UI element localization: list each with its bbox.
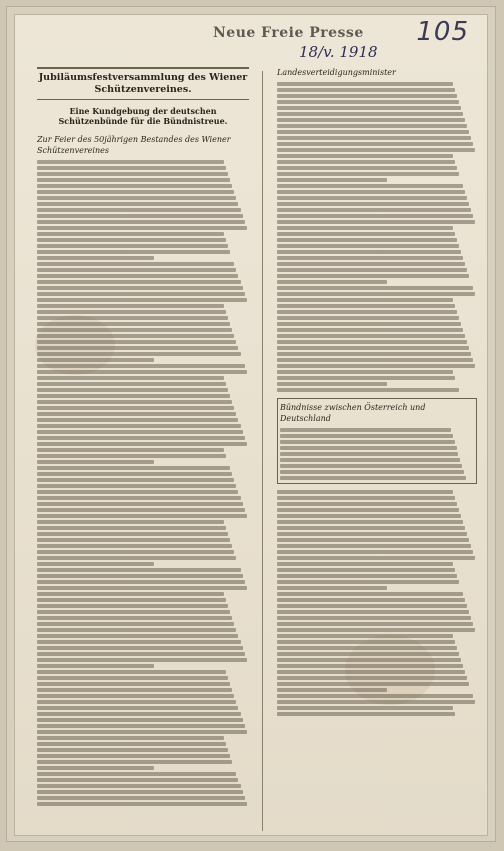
text-line-placeholder (277, 202, 469, 206)
text-line-placeholder (37, 736, 224, 740)
text-line-placeholder (277, 514, 461, 518)
text-line-placeholder (277, 154, 453, 158)
text-line-placeholder (277, 562, 453, 566)
text-line-placeholder (277, 136, 471, 140)
text-line-placeholder (277, 148, 475, 152)
text-line-placeholder (277, 538, 469, 542)
text-line-placeholder (277, 670, 465, 674)
newspaper-clipping (14, 14, 488, 836)
text-line-placeholder (277, 544, 471, 548)
article-subheadline: Eine Kundgebung der deutschen Schützenbünde für die Bündnistreue. (58, 106, 228, 126)
text-line-placeholder (37, 382, 226, 386)
text-line-placeholder (37, 526, 226, 530)
text-line-placeholder (37, 586, 247, 590)
text-line-placeholder (37, 622, 234, 626)
text-line-placeholder (37, 688, 232, 692)
text-line-placeholder (277, 94, 457, 98)
text-line-placeholder (37, 346, 238, 350)
text-line-placeholder (37, 322, 230, 326)
text-line-placeholder (277, 550, 473, 554)
text-line-placeholder (37, 304, 224, 308)
text-line-placeholder (37, 472, 232, 476)
text-line-placeholder (37, 364, 245, 368)
text-line-placeholder (37, 280, 241, 284)
text-line-placeholder (277, 682, 469, 686)
text-line-placeholder (37, 466, 230, 470)
text-line-placeholder (277, 640, 455, 644)
text-line-placeholder (37, 496, 241, 500)
text-line-placeholder (277, 304, 455, 308)
text-line-placeholder (37, 748, 228, 752)
text-line-placeholder (277, 328, 463, 332)
text-line-placeholder (37, 340, 236, 344)
text-line-placeholder (277, 280, 387, 284)
text-line-placeholder (277, 124, 467, 128)
text-line-placeholder (277, 346, 469, 350)
text-line-placeholder (277, 688, 387, 692)
text-line-placeholder (277, 226, 453, 230)
text-line-placeholder (277, 580, 459, 584)
left-column (37, 67, 249, 817)
text-line-placeholder (37, 262, 234, 266)
text-line-placeholder (37, 454, 226, 458)
text-line-placeholder (37, 172, 228, 176)
text-line-placeholder (37, 790, 243, 794)
text-line-placeholder (37, 610, 230, 614)
text-line-placeholder (37, 700, 236, 704)
text-line-placeholder (277, 244, 459, 248)
text-line-placeholder (277, 142, 473, 146)
text-line-placeholder (37, 532, 228, 536)
text-line-placeholder (37, 244, 228, 248)
text-line-placeholder (277, 370, 453, 374)
text-line-placeholder (37, 298, 247, 302)
text-line-placeholder (37, 544, 232, 548)
text-line-placeholder (277, 292, 475, 296)
text-line-placeholder (277, 610, 469, 614)
text-line-placeholder (37, 250, 230, 254)
text-line-placeholder (277, 628, 475, 632)
text-line-placeholder (277, 382, 387, 386)
text-line-placeholder (280, 452, 458, 456)
text-line-placeholder (37, 682, 230, 686)
text-line-placeholder (37, 730, 247, 734)
text-line-placeholder (37, 580, 245, 584)
text-line-placeholder (280, 428, 451, 432)
text-line-placeholder (277, 364, 475, 368)
text-line-placeholder (37, 742, 226, 746)
text-line-placeholder (277, 208, 471, 212)
text-line-placeholder (37, 178, 230, 182)
text-line-placeholder (37, 352, 241, 356)
text-line-placeholder (37, 616, 232, 620)
text-line-placeholder (37, 724, 245, 728)
text-line-placeholder (37, 718, 243, 722)
text-line-placeholder (37, 370, 247, 374)
illegible-text-block (37, 160, 249, 806)
text-line-placeholder (37, 406, 234, 410)
illegible-text-block (280, 428, 474, 480)
text-line-placeholder (277, 592, 463, 596)
text-line-placeholder (37, 196, 236, 200)
text-line-placeholder (37, 712, 241, 716)
text-line-placeholder (37, 436, 245, 440)
text-line-placeholder (277, 268, 467, 272)
text-line-placeholder (277, 310, 457, 314)
text-line-placeholder (280, 434, 453, 438)
text-line-placeholder (277, 172, 459, 176)
text-line-placeholder (37, 550, 234, 554)
text-line-placeholder (37, 394, 230, 398)
text-line-placeholder (37, 754, 230, 758)
text-line-placeholder (37, 664, 154, 668)
illegible-text-block (277, 490, 477, 716)
text-line-placeholder (37, 220, 245, 224)
boxed-paragraph (277, 398, 477, 484)
text-line-placeholder (37, 190, 234, 194)
text-line-placeholder (277, 160, 455, 164)
text-line-placeholder (37, 286, 243, 290)
text-line-placeholder (280, 470, 464, 474)
text-line-placeholder (277, 178, 387, 182)
text-line-placeholder (37, 226, 247, 230)
text-line-placeholder (37, 802, 247, 806)
text-line-placeholder (277, 166, 457, 170)
boxed-paragraph-lead: Bündnisse zwischen Österreich und Deutschland (280, 403, 426, 423)
archive-number: 105 (416, 17, 469, 47)
text-line-placeholder (277, 490, 453, 494)
text-line-placeholder (277, 82, 453, 86)
text-line-placeholder (37, 214, 243, 218)
text-line-placeholder (37, 430, 243, 434)
text-line-placeholder (277, 220, 475, 224)
right-column (277, 67, 477, 817)
text-line-placeholder (37, 676, 228, 680)
text-line-placeholder (277, 496, 455, 500)
text-line-placeholder (277, 358, 473, 362)
text-line-placeholder (37, 628, 236, 632)
text-line-placeholder (37, 484, 236, 488)
column-divider (262, 71, 263, 831)
article-lead: Zur Feier des 50jährigen Bestandes des Wiener Schützenvereines (37, 135, 231, 155)
text-line-placeholder (277, 184, 463, 188)
text-line-placeholder (37, 256, 154, 260)
text-line-placeholder (37, 592, 224, 596)
text-line-placeholder (280, 476, 466, 480)
text-line-placeholder (277, 376, 455, 380)
text-line-placeholder (37, 268, 236, 272)
text-line-placeholder (37, 706, 238, 710)
text-line-placeholder (277, 526, 465, 530)
text-line-placeholder (37, 376, 224, 380)
text-line-placeholder (37, 478, 234, 482)
text-line-placeholder (37, 634, 238, 638)
text-line-placeholder (277, 616, 471, 620)
text-line-placeholder (277, 658, 461, 662)
text-line-placeholder (277, 130, 469, 134)
text-line-placeholder (37, 424, 241, 428)
text-line-placeholder (277, 100, 459, 104)
text-line-placeholder (277, 352, 471, 356)
text-line-placeholder (37, 412, 236, 416)
text-line-placeholder (37, 358, 154, 362)
text-line-placeholder (37, 556, 236, 560)
text-line-placeholder (37, 646, 243, 650)
text-line-placeholder (277, 334, 465, 338)
text-line-placeholder (37, 604, 228, 608)
text-line-placeholder (277, 634, 453, 638)
text-line-placeholder (277, 556, 475, 560)
text-line-placeholder (277, 88, 455, 92)
text-line-placeholder (37, 400, 232, 404)
text-line-placeholder (277, 262, 465, 266)
text-line-placeholder (277, 604, 467, 608)
text-line-placeholder (277, 508, 459, 512)
text-line-placeholder (37, 694, 234, 698)
text-line-placeholder (277, 274, 469, 278)
article-headline: Jubiläumsfestversammlung des Wiener Schützenvereines. (37, 67, 249, 100)
text-line-placeholder (37, 238, 226, 242)
text-line-placeholder (277, 646, 457, 650)
text-line-placeholder (277, 238, 457, 242)
text-line-placeholder (37, 538, 230, 542)
text-line-placeholder (277, 694, 473, 698)
text-line-placeholder (277, 106, 461, 110)
text-line-placeholder (37, 202, 238, 206)
text-line-placeholder (37, 784, 241, 788)
text-line-placeholder (37, 160, 224, 164)
text-line-placeholder (37, 772, 236, 776)
text-line-placeholder (277, 232, 455, 236)
text-line-placeholder (37, 418, 238, 422)
text-line-placeholder (37, 562, 154, 566)
newspaper-name: Neue Freie Presse (213, 25, 364, 41)
text-line-placeholder (280, 440, 455, 444)
text-line-placeholder (37, 334, 234, 338)
text-line-placeholder (277, 598, 465, 602)
text-line-placeholder (37, 310, 226, 314)
text-line-placeholder (37, 652, 245, 656)
text-line-placeholder (277, 190, 465, 194)
text-line-placeholder (37, 508, 245, 512)
clipping-date: 18/v. 1918 (299, 43, 378, 61)
text-line-placeholder (37, 274, 238, 278)
text-line-placeholder (277, 700, 475, 704)
text-line-placeholder (277, 214, 473, 218)
text-line-placeholder (277, 706, 453, 710)
text-line-placeholder (277, 196, 467, 200)
text-line-placeholder (37, 316, 228, 320)
text-line-placeholder (277, 340, 467, 344)
text-line-placeholder (277, 118, 465, 122)
text-line-placeholder (37, 166, 226, 170)
text-line-placeholder (280, 464, 462, 468)
text-line-placeholder (277, 502, 457, 506)
text-line-placeholder (37, 796, 245, 800)
text-line-placeholder (37, 574, 243, 578)
text-line-placeholder (277, 664, 463, 668)
text-line-placeholder (280, 446, 457, 450)
text-line-placeholder (37, 328, 232, 332)
text-line-placeholder (277, 622, 473, 626)
text-line-placeholder (37, 640, 241, 644)
text-line-placeholder (37, 658, 247, 662)
text-line-placeholder (37, 460, 154, 464)
text-line-placeholder (37, 760, 232, 764)
text-line-placeholder (37, 388, 228, 392)
text-line-placeholder (37, 448, 224, 452)
text-line-placeholder (277, 586, 387, 590)
right-column-lead: Landesverteidigungsminister (277, 68, 396, 77)
text-line-placeholder (37, 442, 247, 446)
text-line-placeholder (277, 676, 467, 680)
illegible-text-block (277, 82, 477, 392)
text-line-placeholder (277, 316, 459, 320)
text-line-placeholder (277, 652, 459, 656)
text-line-placeholder (37, 778, 238, 782)
text-line-placeholder (37, 184, 232, 188)
text-line-placeholder (277, 322, 461, 326)
text-line-placeholder (277, 520, 463, 524)
text-line-placeholder (37, 514, 247, 518)
text-line-placeholder (37, 232, 224, 236)
text-line-placeholder (37, 208, 241, 212)
text-line-placeholder (277, 250, 461, 254)
text-line-placeholder (37, 490, 238, 494)
text-line-placeholder (277, 532, 467, 536)
text-line-placeholder (277, 256, 463, 260)
text-line-placeholder (277, 712, 455, 716)
text-line-placeholder (280, 458, 460, 462)
text-line-placeholder (37, 502, 243, 506)
text-line-placeholder (277, 568, 455, 572)
text-line-placeholder (37, 766, 154, 770)
text-line-placeholder (277, 298, 453, 302)
text-line-placeholder (37, 520, 224, 524)
text-line-placeholder (277, 388, 459, 392)
text-line-placeholder (277, 574, 457, 578)
text-line-placeholder (277, 112, 463, 116)
text-line-placeholder (37, 598, 226, 602)
text-line-placeholder (37, 568, 241, 572)
text-line-placeholder (37, 292, 245, 296)
text-line-placeholder (277, 286, 473, 290)
text-line-placeholder (37, 670, 226, 674)
